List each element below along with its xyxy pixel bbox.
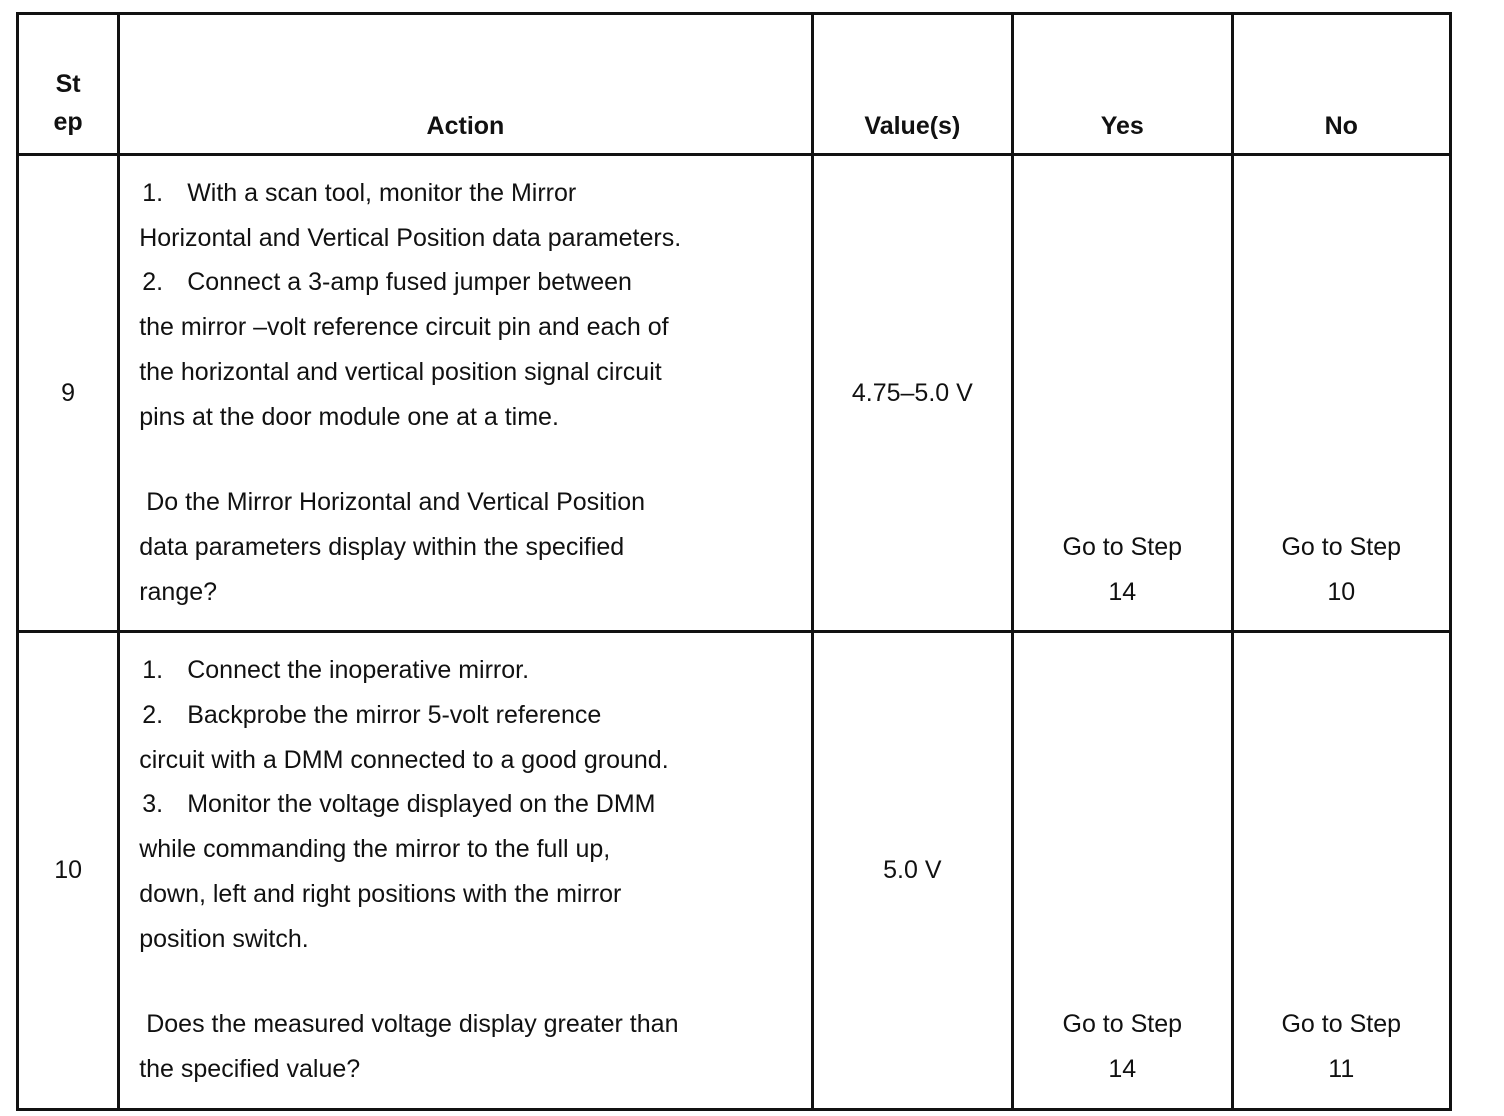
- yes-cell: [1013, 155, 1232, 632]
- diagnostic-table: [16, 12, 1452, 1111]
- question-line: the specified value?: [139, 1054, 361, 1083]
- yes-goto-step: 14: [1108, 577, 1137, 606]
- item-text: Monitor the voltage displayed on the DMM: [187, 790, 656, 819]
- yes-cell: [1013, 632, 1232, 1109]
- action-question: [139, 1002, 810, 1047]
- header-row: [18, 14, 1451, 155]
- header-values: Value(s): [812, 14, 1012, 155]
- header-step: [18, 14, 119, 155]
- header-action: Action: [119, 14, 812, 155]
- action-item: [139, 171, 810, 260]
- step-number: 9: [18, 155, 119, 632]
- table-row: [18, 155, 1451, 632]
- item-text-cont: position switch.: [139, 924, 309, 953]
- item-text: Backprobe the mirror 5-volt reference: [187, 701, 602, 730]
- item-text-cont: circuit with a DMM connected to a good ground.: [139, 745, 669, 774]
- header-no: No: [1232, 14, 1451, 155]
- item-number: 1.: [142, 656, 164, 685]
- action-cell: [119, 155, 812, 632]
- item-text: With a scan tool, monitor the Mirror: [187, 179, 577, 207]
- no-goto-step: 10: [1327, 577, 1356, 606]
- no-cell: [1232, 632, 1451, 1109]
- action-item: [139, 693, 810, 782]
- action-item: [139, 782, 810, 961]
- item-text-cont: the horizontal and vertical position signal circuit: [139, 357, 662, 386]
- no-goto-label: Go to Step: [1281, 1010, 1402, 1039]
- item-text-cont: Horizontal and Vertical Position data parameters.: [139, 223, 682, 252]
- item-text-cont: pins at the door module one at a time.: [139, 402, 559, 431]
- no-goto-step: 11: [1328, 1054, 1355, 1083]
- no-goto-label: Go to Step: [1281, 532, 1402, 561]
- item-number: 2.: [142, 701, 164, 730]
- item-text-cont: the mirror –volt reference circuit pin and each of: [139, 313, 669, 342]
- item-number: 3.: [142, 790, 164, 819]
- question-line: data parameters display within the specified: [139, 532, 625, 561]
- item-text: Connect a 3-amp fused jumper between: [187, 268, 632, 297]
- item-number: 1.: [142, 179, 164, 207]
- action-question: [139, 480, 810, 525]
- yes-goto-step: 14: [1108, 1054, 1137, 1083]
- item-number: 2.: [142, 268, 164, 297]
- question-line: Do the Mirror Horizontal and Vertical Position: [146, 488, 646, 517]
- header-step-line2: ep: [53, 108, 83, 136]
- header-yes: Yes: [1013, 14, 1232, 155]
- action-item: [139, 648, 810, 693]
- step-number: 10: [18, 632, 119, 1109]
- question-line: Does the measured voltage display greater than: [146, 1010, 679, 1039]
- header-step-line1: St: [55, 70, 81, 98]
- no-cell: [1232, 155, 1451, 632]
- value-cell: 4.75–5.0 V: [812, 155, 1012, 632]
- item-text-cont: while commanding the mirror to the full up,: [139, 835, 611, 864]
- action-item: [139, 260, 810, 439]
- question-line: range?: [139, 577, 218, 606]
- item-text: Connect the inoperative mirror.: [187, 656, 530, 685]
- yes-goto-label: Go to Step: [1062, 532, 1183, 561]
- value-cell: 5.0 V: [812, 632, 1012, 1109]
- item-text-cont: down, left and right positions with the mirror: [139, 879, 622, 908]
- table-row: [18, 632, 1451, 1109]
- action-cell: [119, 632, 812, 1109]
- yes-goto-label: Go to Step: [1062, 1010, 1183, 1039]
